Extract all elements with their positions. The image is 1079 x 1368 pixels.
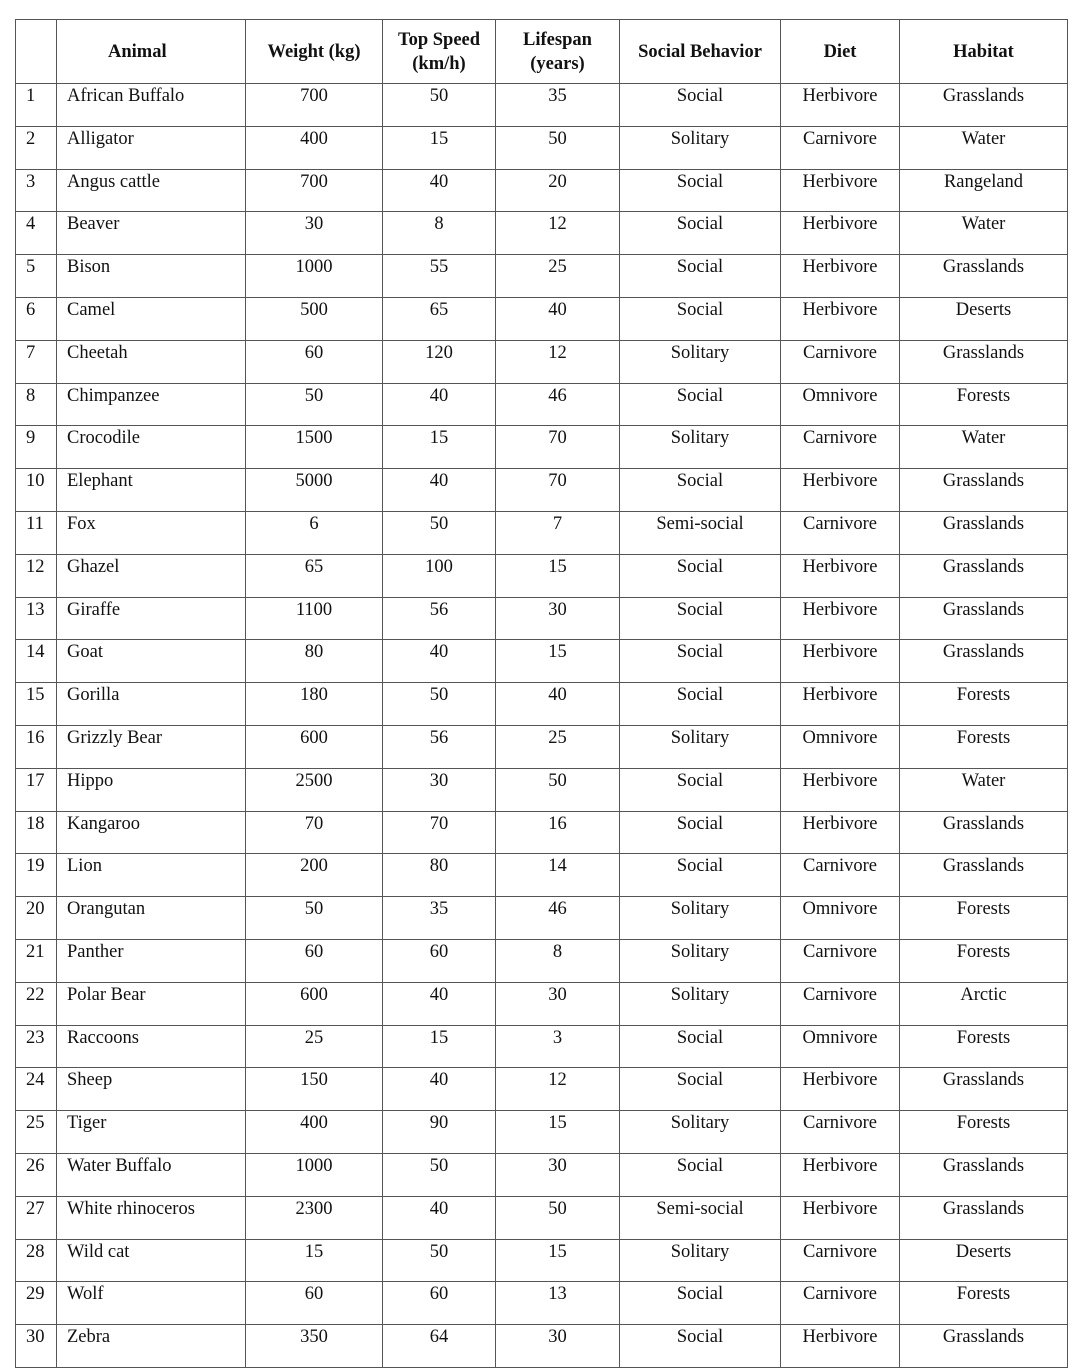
speed-value: 40 [383,1196,496,1239]
speed-value: 40 [383,640,496,683]
weight-value: 200 [246,854,383,897]
animal-name: White rhinoceros [57,1196,246,1239]
table-row [16,1196,1068,1239]
diet-value: Herbivore [781,1196,900,1239]
habitat-value: Forests [900,939,1068,982]
weight-value: 50 [246,383,383,426]
animal-name: Panther [57,939,246,982]
habitat-value: Water [900,768,1068,811]
habitat-value: Water [900,426,1068,469]
habitat-value: Rangeland [900,169,1068,212]
weight-value: 350 [246,1325,383,1368]
weight-value: 80 [246,640,383,683]
habitat-value: Grasslands [900,1068,1068,1111]
row-index: 23 [16,1025,57,1068]
speed-value: 40 [383,982,496,1025]
lifespan-value: 70 [496,426,620,469]
animal-name: Cheetah [57,340,246,383]
social-behavior-value: Social [620,1153,781,1196]
lifespan-value: 50 [496,768,620,811]
table-row [16,126,1068,169]
social-behavior-value: Social [620,597,781,640]
row-index: 8 [16,383,57,426]
diet-value: Omnivore [781,897,900,940]
animal-name: Sheep [57,1068,246,1111]
weight-value: 50 [246,897,383,940]
animal-name: Grizzly Bear [57,725,246,768]
diet-value: Herbivore [781,297,900,340]
table-row [16,1325,1068,1368]
weight-value: 600 [246,982,383,1025]
diet-value: Herbivore [781,169,900,212]
diet-value: Herbivore [781,683,900,726]
diet-value: Carnivore [781,511,900,554]
row-index: 6 [16,297,57,340]
lifespan-value: 50 [496,1196,620,1239]
row-index: 13 [16,597,57,640]
habitat-value: Water [900,212,1068,255]
speed-value: 100 [383,554,496,597]
table-row [16,1111,1068,1154]
lifespan-value: 40 [496,683,620,726]
lifespan-value: 35 [496,84,620,127]
speed-value: 15 [383,1025,496,1068]
speed-value: 15 [383,126,496,169]
social-behavior-value: Social [620,212,781,255]
habitat-value: Forests [900,725,1068,768]
row-index: 24 [16,1068,57,1111]
lifespan-value: 30 [496,1153,620,1196]
social-behavior-value: Social [620,1325,781,1368]
weight-value: 25 [246,1025,383,1068]
lifespan-value: 15 [496,640,620,683]
lifespan-value: 25 [496,725,620,768]
row-index: 29 [16,1282,57,1325]
weight-value: 1100 [246,597,383,640]
habitat-value: Water [900,126,1068,169]
lifespan-value: 40 [496,297,620,340]
table-row [16,554,1068,597]
speed-value: 70 [383,811,496,854]
table-row [16,640,1068,683]
lifespan-value: 12 [496,1068,620,1111]
row-index: 25 [16,1111,57,1154]
header-animal: Animal [57,20,246,84]
table-row [16,1282,1068,1325]
header-row [16,20,1068,84]
habitat-value: Grasslands [900,811,1068,854]
diet-value: Herbivore [781,84,900,127]
social-behavior-value: Social [620,469,781,512]
row-index: 27 [16,1196,57,1239]
weight-value: 70 [246,811,383,854]
lifespan-value: 14 [496,854,620,897]
diet-value: Herbivore [781,1068,900,1111]
lifespan-value: 8 [496,939,620,982]
social-behavior-value: Solitary [620,1111,781,1154]
weight-value: 15 [246,1239,383,1282]
lifespan-value: 15 [496,1239,620,1282]
diet-value: Herbivore [781,255,900,298]
lifespan-value: 13 [496,1282,620,1325]
row-index: 16 [16,725,57,768]
lifespan-value: 30 [496,1325,620,1368]
speed-value: 35 [383,897,496,940]
table-row [16,854,1068,897]
row-index: 5 [16,255,57,298]
animal-name: Wild cat [57,1239,246,1282]
habitat-value: Forests [900,1282,1068,1325]
habitat-value: Grasslands [900,340,1068,383]
lifespan-value: 12 [496,340,620,383]
animal-name: Bison [57,255,246,298]
diet-value: Herbivore [781,811,900,854]
social-behavior-value: Solitary [620,126,781,169]
animal-name: Zebra [57,1325,246,1368]
diet-value: Herbivore [781,1153,900,1196]
diet-value: Carnivore [781,1239,900,1282]
table-row [16,768,1068,811]
social-behavior-value: Social [620,297,781,340]
speed-value: 15 [383,426,496,469]
lifespan-value: 70 [496,469,620,512]
diet-value: Carnivore [781,426,900,469]
social-behavior-value: Semi-social [620,511,781,554]
social-behavior-value: Social [620,640,781,683]
row-index: 21 [16,939,57,982]
row-index: 30 [16,1325,57,1368]
animal-name: Tiger [57,1111,246,1154]
speed-value: 50 [383,683,496,726]
diet-value: Omnivore [781,383,900,426]
table-row [16,169,1068,212]
animal-name: Camel [57,297,246,340]
animal-name: Orangutan [57,897,246,940]
animal-name: Gorilla [57,683,246,726]
animal-name: Crocodile [57,426,246,469]
speed-value: 40 [383,469,496,512]
social-behavior-value: Social [620,84,781,127]
weight-value: 700 [246,169,383,212]
lifespan-value: 12 [496,212,620,255]
habitat-value: Deserts [900,1239,1068,1282]
speed-value: 80 [383,854,496,897]
habitat-value: Forests [900,1111,1068,1154]
animal-name: Goat [57,640,246,683]
row-index: 15 [16,683,57,726]
animal-name: Hippo [57,768,246,811]
row-index: 19 [16,854,57,897]
habitat-value: Grasslands [900,1325,1068,1368]
table-row [16,1068,1068,1111]
lifespan-value: 46 [496,383,620,426]
diet-value: Herbivore [781,640,900,683]
lifespan-value: 3 [496,1025,620,1068]
social-behavior-value: Social [620,854,781,897]
table-row [16,811,1068,854]
table-row [16,1239,1068,1282]
lifespan-value: 30 [496,597,620,640]
row-index: 12 [16,554,57,597]
habitat-value: Grasslands [900,1153,1068,1196]
row-index: 3 [16,169,57,212]
social-behavior-value: Solitary [620,982,781,1025]
speed-value: 56 [383,725,496,768]
weight-value: 700 [246,84,383,127]
weight-value: 5000 [246,469,383,512]
weight-value: 150 [246,1068,383,1111]
row-index: 9 [16,426,57,469]
row-index: 2 [16,126,57,169]
table-row [16,725,1068,768]
lifespan-value: 30 [496,982,620,1025]
habitat-value: Forests [900,897,1068,940]
header-social-behavior: Social Behavior [620,20,781,84]
weight-value: 60 [246,939,383,982]
habitat-value: Grasslands [900,854,1068,897]
habitat-value: Grasslands [900,469,1068,512]
habitat-value: Grasslands [900,84,1068,127]
social-behavior-value: Social [620,768,781,811]
speed-value: 55 [383,255,496,298]
lifespan-value: 16 [496,811,620,854]
social-behavior-value: Social [620,1282,781,1325]
social-behavior-value: Solitary [620,897,781,940]
speed-value: 90 [383,1111,496,1154]
table-row [16,297,1068,340]
row-index: 17 [16,768,57,811]
habitat-value: Deserts [900,297,1068,340]
weight-value: 65 [246,554,383,597]
table-row [16,340,1068,383]
habitat-value: Grasslands [900,255,1068,298]
table-row [16,939,1068,982]
header-speed: Top Speed (km/h) [383,20,496,84]
diet-value: Carnivore [781,126,900,169]
row-index: 11 [16,511,57,554]
diet-value: Herbivore [781,1325,900,1368]
habitat-value: Forests [900,383,1068,426]
diet-value: Carnivore [781,1111,900,1154]
diet-value: Carnivore [781,340,900,383]
table-row [16,897,1068,940]
table-row [16,982,1068,1025]
diet-value: Carnivore [781,1282,900,1325]
animal-name: African Buffalo [57,84,246,127]
social-behavior-value: Solitary [620,725,781,768]
speed-value: 50 [383,84,496,127]
speed-value: 65 [383,297,496,340]
weight-value: 400 [246,126,383,169]
lifespan-value: 7 [496,511,620,554]
animal-table [15,19,1068,1368]
speed-value: 40 [383,383,496,426]
animal-name: Lion [57,854,246,897]
diet-value: Omnivore [781,725,900,768]
table-row [16,84,1068,127]
table-row [16,426,1068,469]
header-lifespan: Lifespan (years) [496,20,620,84]
social-behavior-value: Social [620,255,781,298]
habitat-value: Grasslands [900,597,1068,640]
animal-name: Water Buffalo [57,1153,246,1196]
lifespan-value: 15 [496,554,620,597]
habitat-value: Grasslands [900,511,1068,554]
speed-value: 56 [383,597,496,640]
social-behavior-value: Solitary [620,340,781,383]
diet-value: Omnivore [781,1025,900,1068]
table-row [16,469,1068,512]
animal-name: Raccoons [57,1025,246,1068]
table-row [16,1153,1068,1196]
weight-value: 1000 [246,1153,383,1196]
row-index: 28 [16,1239,57,1282]
weight-value: 1000 [246,255,383,298]
row-index: 7 [16,340,57,383]
speed-value: 50 [383,1153,496,1196]
animal-name: Wolf [57,1282,246,1325]
habitat-value: Arctic [900,982,1068,1025]
weight-value: 500 [246,297,383,340]
social-behavior-value: Social [620,554,781,597]
weight-value: 2500 [246,768,383,811]
social-behavior-value: Social [620,1025,781,1068]
diet-value: Herbivore [781,469,900,512]
speed-value: 64 [383,1325,496,1368]
diet-value: Herbivore [781,597,900,640]
row-index: 10 [16,469,57,512]
row-index: 18 [16,811,57,854]
table-row [16,511,1068,554]
header-weight: Weight (kg) [246,20,383,84]
speed-value: 40 [383,1068,496,1111]
header-habitat: Habitat [900,20,1068,84]
lifespan-value: 20 [496,169,620,212]
weight-value: 400 [246,1111,383,1154]
row-index: 4 [16,212,57,255]
lifespan-value: 15 [496,1111,620,1154]
habitat-value: Grasslands [900,640,1068,683]
weight-value: 6 [246,511,383,554]
animal-name: Angus cattle [57,169,246,212]
table-body [16,84,1068,1368]
animal-name: Elephant [57,469,246,512]
social-behavior-value: Social [620,1068,781,1111]
table-row [16,683,1068,726]
speed-value: 60 [383,939,496,982]
diet-value: Carnivore [781,982,900,1025]
animal-name: Giraffe [57,597,246,640]
weight-value: 600 [246,725,383,768]
social-behavior-value: Solitary [620,1239,781,1282]
social-behavior-value: Social [620,383,781,426]
speed-value: 30 [383,768,496,811]
table-row [16,1025,1068,1068]
weight-value: 30 [246,212,383,255]
habitat-value: Forests [900,1025,1068,1068]
speed-value: 120 [383,340,496,383]
row-index: 22 [16,982,57,1025]
animal-name: Beaver [57,212,246,255]
social-behavior-value: Solitary [620,426,781,469]
social-behavior-value: Solitary [620,939,781,982]
row-index: 26 [16,1153,57,1196]
weight-value: 60 [246,1282,383,1325]
social-behavior-value: Social [620,683,781,726]
table-row [16,383,1068,426]
table-row [16,255,1068,298]
speed-value: 40 [383,169,496,212]
animal-name: Kangaroo [57,811,246,854]
header-index [16,20,57,84]
habitat-value: Grasslands [900,554,1068,597]
diet-value: Herbivore [781,212,900,255]
row-index: 1 [16,84,57,127]
lifespan-value: 50 [496,126,620,169]
animal-name: Polar Bear [57,982,246,1025]
header-diet: Diet [781,20,900,84]
animal-name: Fox [57,511,246,554]
social-behavior-value: Semi-social [620,1196,781,1239]
habitat-value: Grasslands [900,1196,1068,1239]
diet-value: Herbivore [781,768,900,811]
speed-value: 8 [383,212,496,255]
social-behavior-value: Social [620,169,781,212]
speed-value: 60 [383,1282,496,1325]
weight-value: 60 [246,340,383,383]
table-row [16,597,1068,640]
animal-name: Alligator [57,126,246,169]
social-behavior-value: Social [620,811,781,854]
speed-value: 50 [383,511,496,554]
animal-name: Ghazel [57,554,246,597]
weight-value: 1500 [246,426,383,469]
row-index: 14 [16,640,57,683]
habitat-value: Forests [900,683,1068,726]
row-index: 20 [16,897,57,940]
diet-value: Herbivore [781,554,900,597]
diet-value: Carnivore [781,939,900,982]
animal-name: Chimpanzee [57,383,246,426]
weight-value: 180 [246,683,383,726]
lifespan-value: 25 [496,255,620,298]
weight-value: 2300 [246,1196,383,1239]
speed-value: 50 [383,1239,496,1282]
table-row [16,212,1068,255]
diet-value: Carnivore [781,854,900,897]
lifespan-value: 46 [496,897,620,940]
